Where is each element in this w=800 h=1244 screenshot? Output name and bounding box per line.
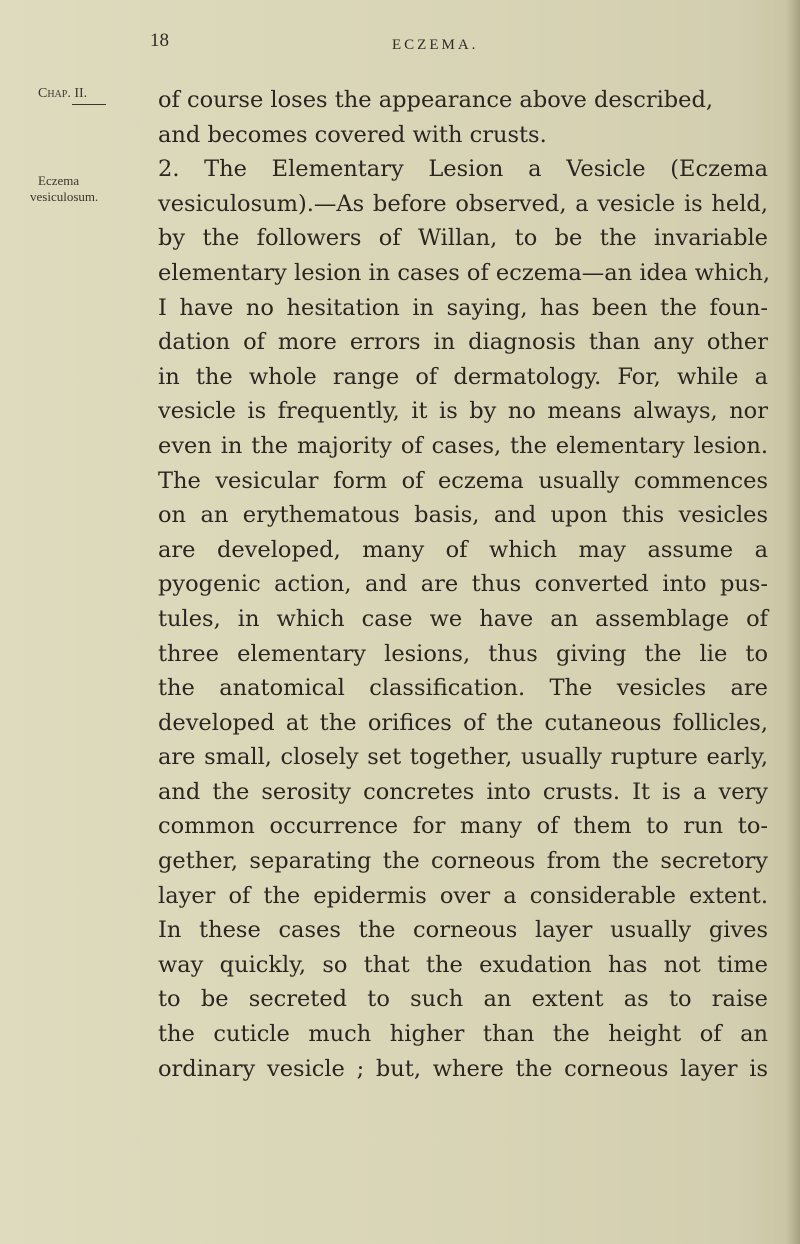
text-line: are small, closely set together, usually rupture early, — [158, 744, 768, 771]
text-line: even in the majority of cases, the elementary lesion. — [158, 432, 768, 459]
text-line: and becomes covered with crusts. — [158, 121, 547, 148]
chapter-label: Chap. II. — [38, 86, 88, 101]
text-line: three elementary lesions, thus giving the lie to — [158, 640, 768, 667]
text-line: developed at the orifices of the cutaneous follicles, — [158, 709, 768, 736]
margin-note-line-1: Eczema — [38, 173, 80, 188]
text-line: in the whole range of dermatology. For, while a — [158, 363, 768, 390]
text-line: pyogenic action, and are thus converted into pus- — [158, 571, 768, 598]
text-line: are developed, many of which may assume a — [158, 536, 768, 563]
text-line: I have no hesitation in saying, has been the foun- — [158, 294, 768, 321]
text-line: layer of the epidermis over a considerable extent. — [158, 882, 768, 909]
chapter-underline — [72, 104, 106, 105]
text-line: the anatomical classification. The vesicles are — [158, 675, 768, 702]
text-line: elementary lesion in cases of eczema—an idea which, — [158, 259, 770, 286]
text-line: to be secreted to such an extent as to raise — [158, 986, 768, 1013]
page-number: 18 — [150, 30, 169, 51]
text-line: the cuticle much higher than the height of an — [158, 1021, 768, 1048]
margin-note-line-2: vesiculosum. — [30, 189, 99, 204]
text-line: tules, in which case we have an assemblage of — [158, 605, 768, 632]
text-line: gether, separating the corneous from the secretory — [158, 848, 768, 875]
text-line: ordinary vesicle ; but, where the corneous layer is — [158, 1055, 768, 1082]
text-line: dation of more errors in diagnosis than any other — [158, 329, 768, 356]
text-line: of course loses the appearance above described, — [158, 87, 714, 113]
text-line: common occurrence for many of them to run to- — [158, 813, 768, 840]
margin-note — [30, 173, 140, 205]
text-line: vesicle is frequently, it is by no means always, nor — [158, 398, 768, 425]
body-text — [158, 83, 768, 1086]
text-line: way quickly, so that the exudation has not time — [158, 951, 768, 978]
text-line: by the followers of Willan, to be the invariable — [158, 225, 768, 252]
text-line: In these cases the corneous layer usually gives — [158, 917, 768, 944]
running-head: ECZEMA. — [392, 37, 479, 53]
page-edge-shadow — [786, 0, 800, 1244]
text-line: The vesicular form of eczema usually commences — [158, 467, 768, 494]
text-line: and the serosity concretes into crusts. It is a very — [158, 778, 768, 805]
text-line: vesiculosum).—As before observed, a vesicle is held, — [158, 190, 768, 217]
text-line: 2. The Elementary Lesion a Vesicle (Eczema — [158, 156, 768, 183]
text-line: on an erythematous basis, and upon this vesicles — [158, 502, 768, 529]
